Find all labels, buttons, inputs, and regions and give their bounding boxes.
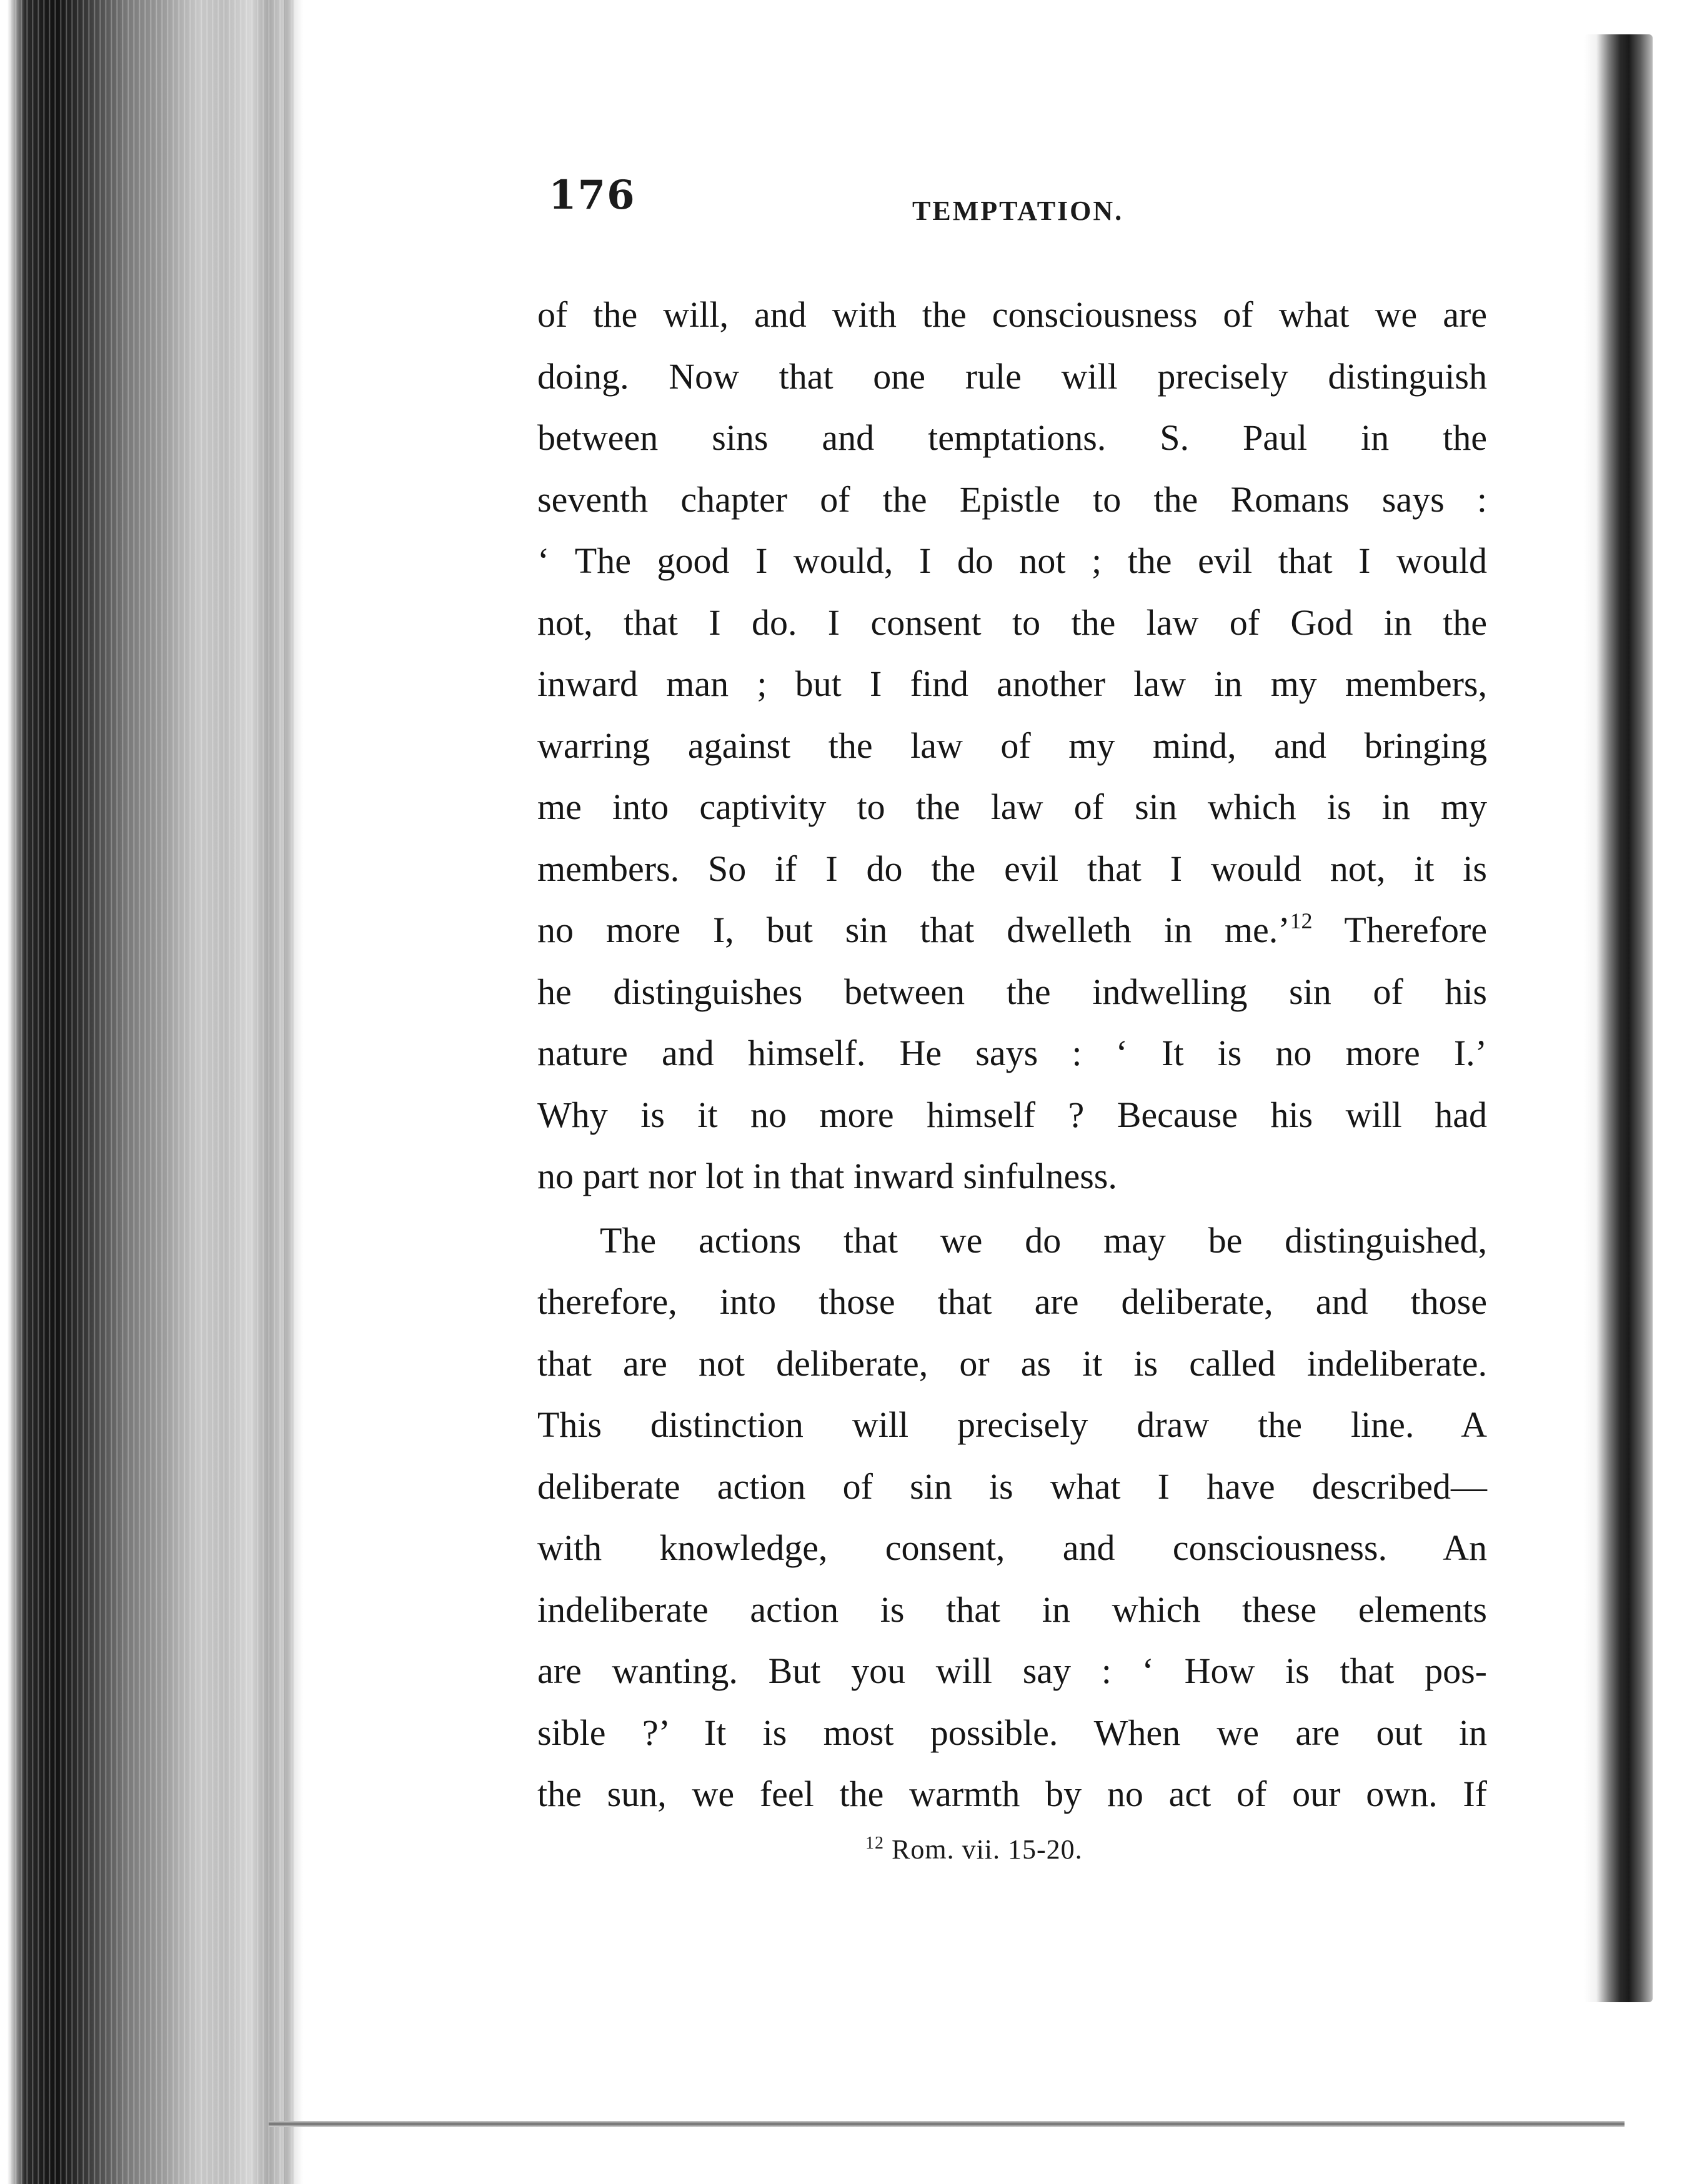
text-line: not, that I do. I consent to the law of God in the (537, 602, 1487, 643)
text-line: of the will, and with the consciousness of what we are (537, 294, 1487, 335)
text-line: indeliberate action is that in which these elements (537, 1589, 1487, 1630)
text-line: inward man ; but I find another law in my members, (537, 663, 1487, 704)
text-line: with knowledge, consent, and consciousness. An (537, 1527, 1487, 1568)
text-line: the sun, we feel the warmth by no act of our own. If (537, 1774, 1487, 1814)
text-line: therefore, into those that are deliberate, and those (537, 1281, 1487, 1322)
footnote (865, 1834, 1083, 1865)
text-fragment: Therefore (1344, 910, 1488, 950)
footnote-marker: 12 (865, 1834, 884, 1853)
page-number: 176 (549, 172, 636, 219)
text-line: warring against the law of my mind, and bringing (537, 725, 1487, 766)
text-line: The actions that we do may be distinguished, (600, 1219, 1487, 1261)
body-text (537, 284, 1487, 1825)
text-line: he distinguishes between the indwelling sin of his (537, 971, 1487, 1012)
text-line: members. So if I do the evil that I would not, it is (537, 848, 1487, 889)
footnote-reference: 12 (1290, 908, 1313, 933)
text-line: are wanting. But you will say : ‘ How is that pos- (537, 1650, 1487, 1691)
page-edge-left (0, 0, 294, 2184)
page-edge-bottom (269, 2121, 1625, 2127)
gutter-shadow (284, 0, 303, 2184)
text-line: This distinction will precisely draw the line. A (537, 1404, 1487, 1445)
text-line: seventh chapter of the Epistle to the Romans says : (537, 479, 1487, 520)
text-line: that are not deliberate, or as it is called indeliberate. (537, 1343, 1487, 1384)
text-line: nature and himself. He says : ‘ It is no more I.’ (537, 1033, 1487, 1073)
page-edge-right (1584, 34, 1653, 2002)
text-line: me into captivity to the law of sin which is in my (537, 787, 1487, 827)
text-line-with-footnote-ref (537, 900, 1487, 961)
text-line: sible ?’ It is most possible. When we are out in (537, 1712, 1487, 1753)
text-fragment: no more I, but sin that dwelleth in me.’ (537, 910, 1290, 950)
text-line: doing. Now that one rule will precisely distinguish (537, 355, 1487, 397)
text-line: between sins and temptations. S. Paul in the (537, 417, 1487, 458)
text-line: Why is it no more himself ? Because his will had (537, 1094, 1487, 1135)
footnote-text: Rom. vii. 15-20. (892, 1834, 1083, 1865)
running-title: TEMPTATION. (912, 196, 1124, 226)
text-line: deliberate action of sin is what I have described— (537, 1466, 1487, 1507)
text-line: ‘ The good I would, I do not ; the evil that I would (537, 540, 1487, 581)
text-line: no part nor lot in that inward sinfulness. (537, 1156, 1117, 1196)
